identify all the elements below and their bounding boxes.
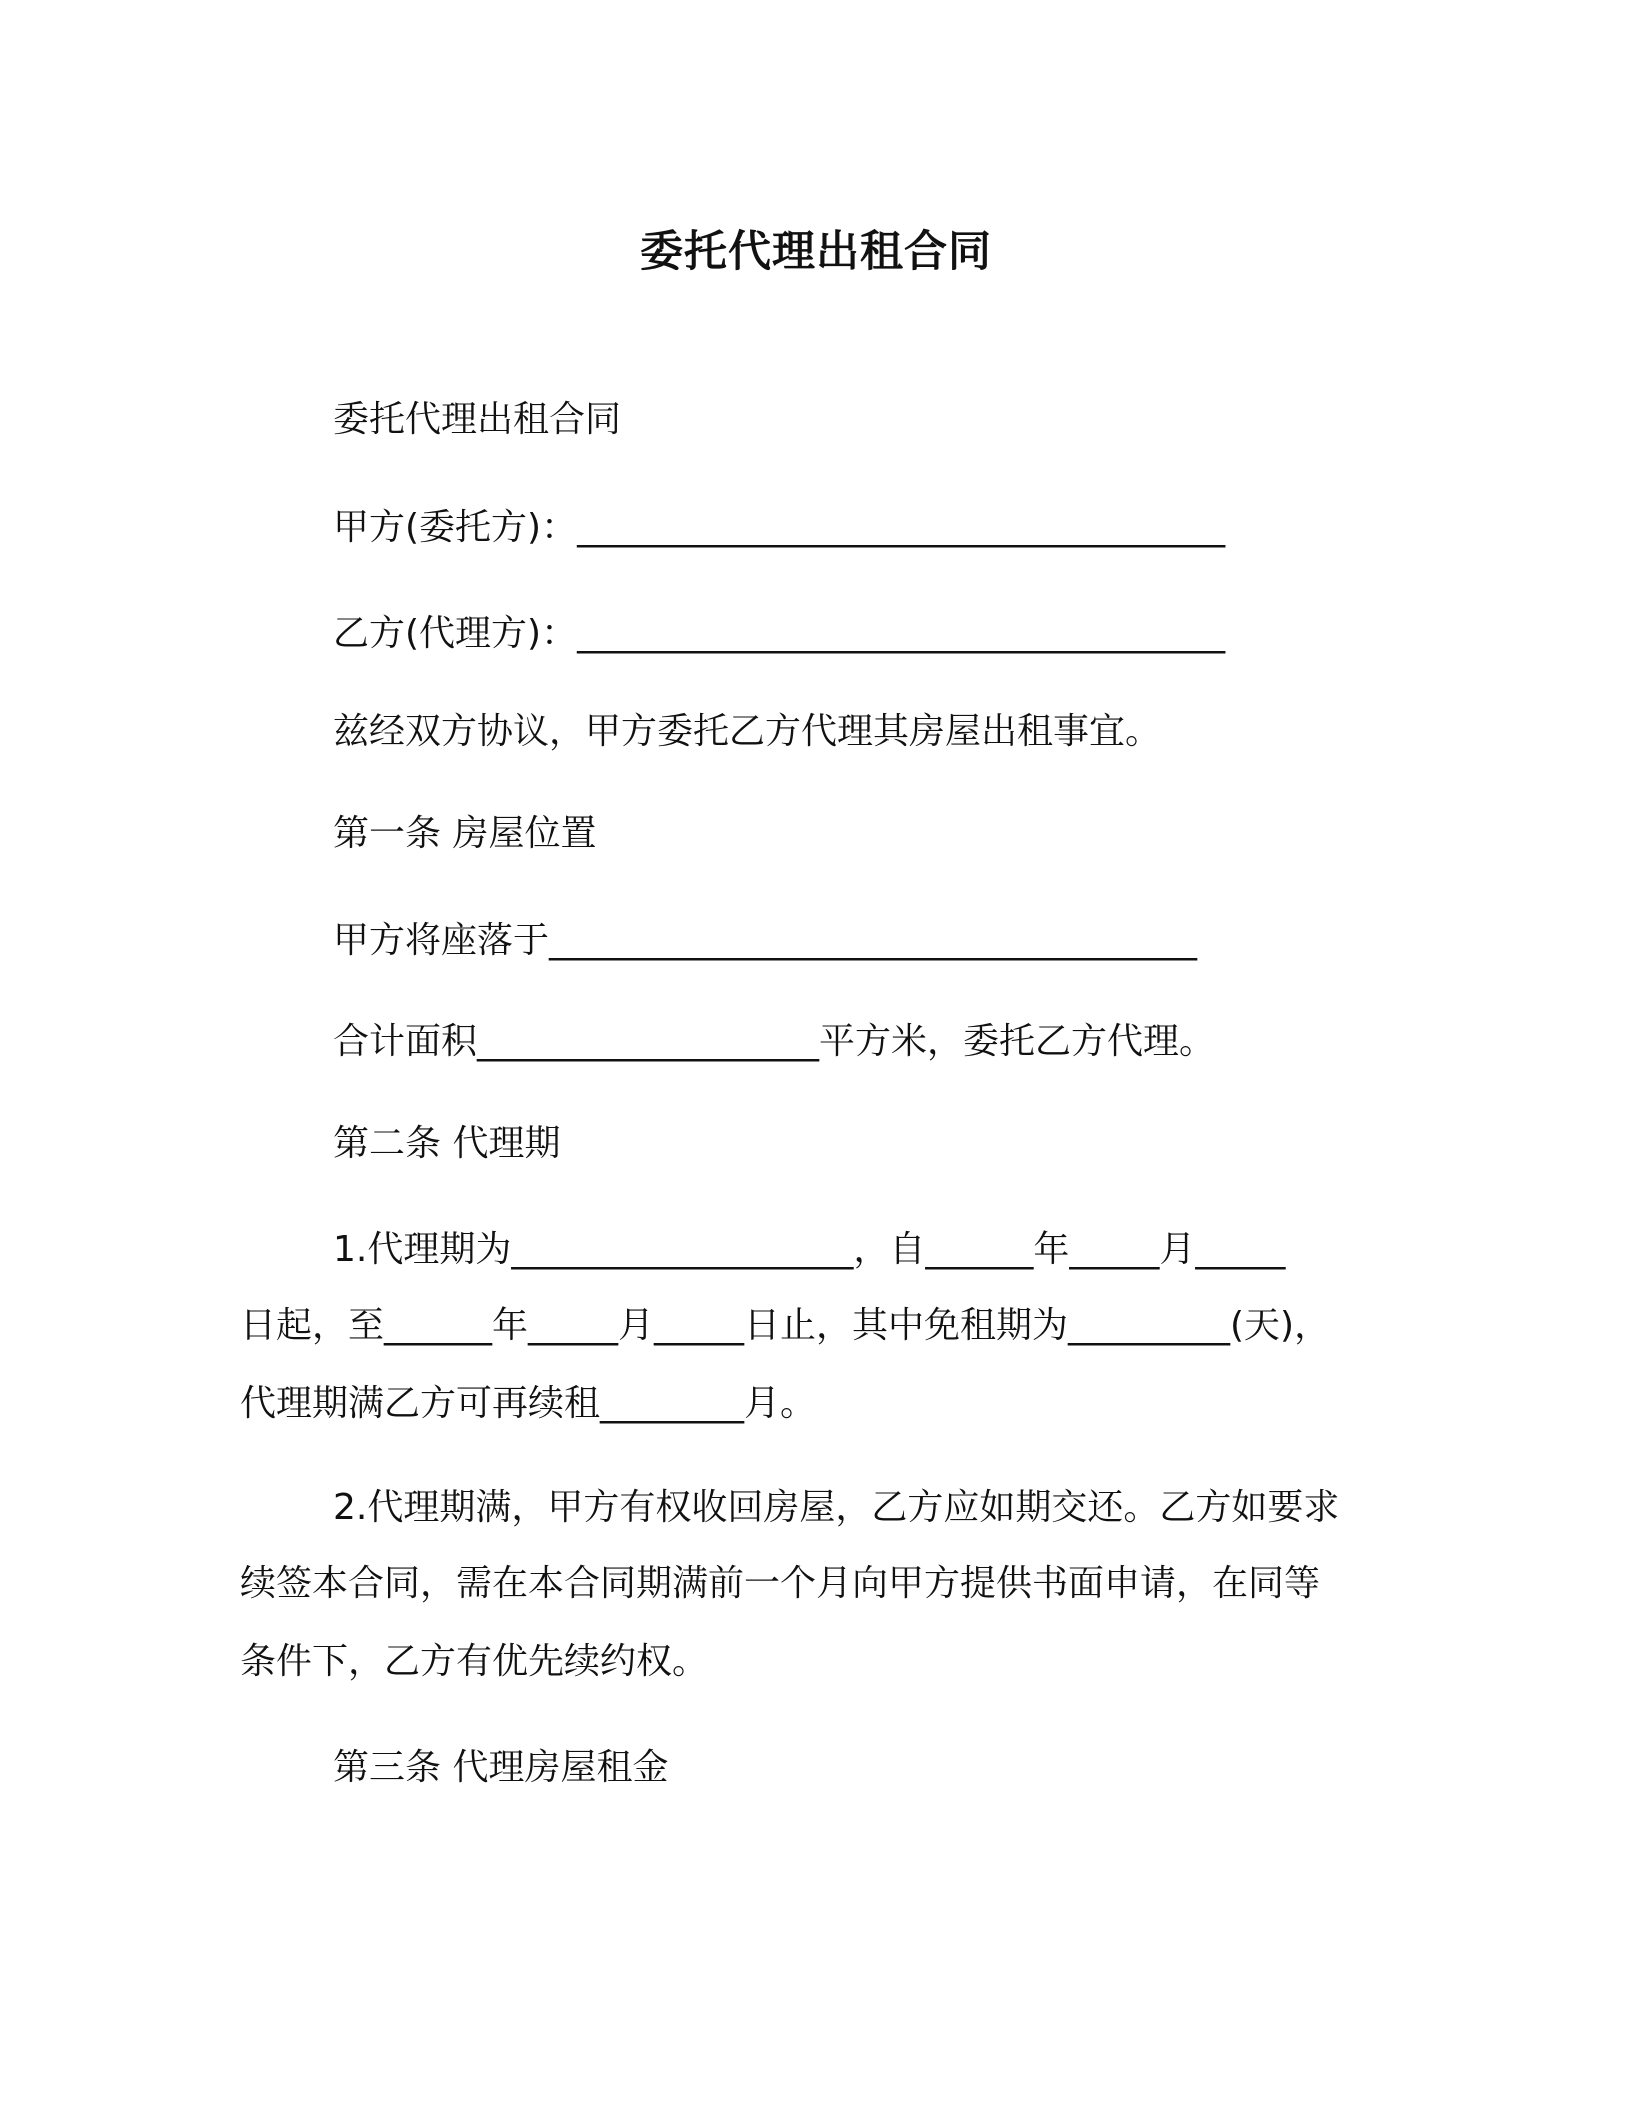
property-area-line: 合计面积___________________平方米，委托乙方代理。 [333,1021,1216,1062]
clause-2-2-line-3: 条件下，乙方有优先续约权。 [240,1641,709,1682]
article-1-heading: 第一条 房屋位置 [333,813,597,854]
article-2-heading: 第二条 代理期 [333,1123,561,1164]
property-location-line: 甲方将座落于____________________________________ [333,920,1198,961]
document-title: 委托代理出租合同 [640,227,992,277]
clause-2-1-line-3: 代理期满乙方可再续租________月。 [240,1383,817,1424]
agreement-statement: 兹经双方协议，甲方委托乙方代理其房屋出租事宜。 [333,711,1162,752]
party-a-line: 甲方(委托方)：____________________________________ [333,507,1226,548]
contract-heading: 委托代理出租合同 [333,399,622,440]
party-b-line: 乙方(代理方)：____________________________________ [333,613,1226,654]
clause-2-1-line-1: 1.代理期为___________________，自______年_____月_____ [333,1229,1286,1270]
clause-2-2-line-1: 2.代理期满，甲方有权收回房屋，乙方应如期交还。乙方如要求 [333,1487,1340,1528]
clause-2-1-line-2: 日起，至______年_____月_____日止，其中免租期为_________(天)， [240,1305,1331,1346]
article-3-heading: 第三条 代理房屋租金 [333,1747,669,1788]
clause-2-2-line-2: 续签本合同，需在本合同期满前一个月向甲方提供书面申请，在同等 [240,1563,1321,1604]
